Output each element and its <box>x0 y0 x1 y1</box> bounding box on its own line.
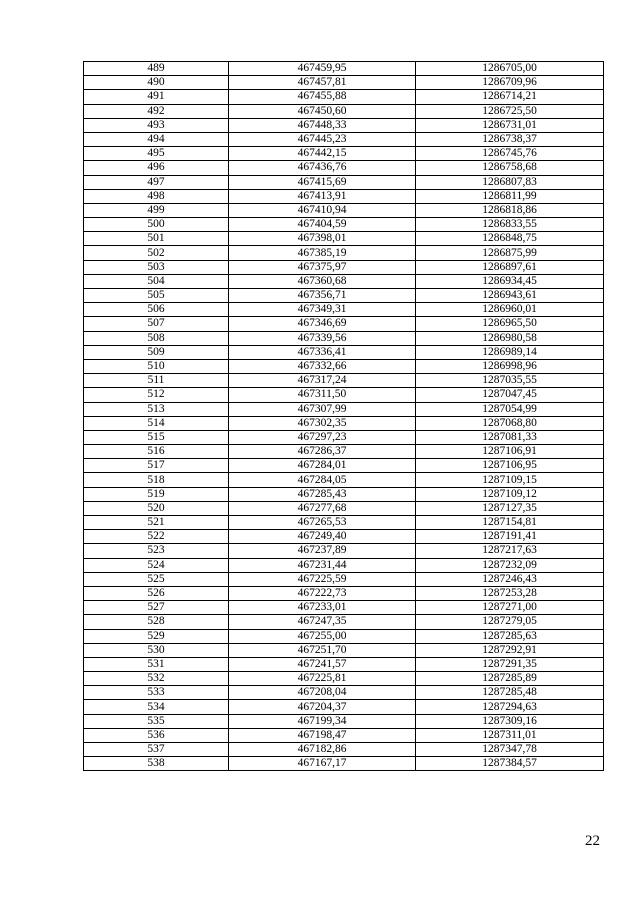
x-coordinate-cell: 467204,37 <box>229 700 416 714</box>
table-row <box>84 487 604 501</box>
table-row <box>84 615 604 629</box>
x-coordinate-cell: 467317,24 <box>229 374 416 388</box>
point-number-cell: 509 <box>84 345 229 359</box>
y-coordinate-cell: 1286833,55 <box>416 218 604 232</box>
point-number-cell: 508 <box>84 331 229 345</box>
x-coordinate-cell: 467375,97 <box>229 260 416 274</box>
table-row <box>84 473 604 487</box>
y-coordinate-cell: 1287081,33 <box>416 430 604 444</box>
y-coordinate-cell: 1286745,76 <box>416 147 604 161</box>
x-coordinate-cell: 467302,35 <box>229 416 416 430</box>
table-row <box>84 274 604 288</box>
x-coordinate-cell: 467208,04 <box>229 686 416 700</box>
point-number-cell: 530 <box>84 643 229 657</box>
x-coordinate-cell: 467311,50 <box>229 388 416 402</box>
x-coordinate-cell: 467167,17 <box>229 757 416 771</box>
table-row <box>84 118 604 132</box>
point-number-cell: 522 <box>84 530 229 544</box>
y-coordinate-cell: 1286965,50 <box>416 317 604 331</box>
y-coordinate-cell: 1286989,14 <box>416 345 604 359</box>
x-coordinate-cell: 467182,86 <box>229 743 416 757</box>
y-coordinate-cell: 1287292,91 <box>416 643 604 657</box>
y-coordinate-cell: 1287191,41 <box>416 530 604 544</box>
point-number-cell: 518 <box>84 473 229 487</box>
x-coordinate-cell: 467356,71 <box>229 289 416 303</box>
point-number-cell: 516 <box>84 445 229 459</box>
point-number-cell: 493 <box>84 118 229 132</box>
y-coordinate-cell: 1286738,37 <box>416 132 604 146</box>
x-coordinate-cell: 467307,99 <box>229 402 416 416</box>
y-coordinate-cell: 1286934,45 <box>416 274 604 288</box>
point-number-cell: 532 <box>84 672 229 686</box>
point-number-cell: 502 <box>84 246 229 260</box>
table-row <box>84 189 604 203</box>
y-coordinate-cell: 1287217,63 <box>416 544 604 558</box>
table-row <box>84 303 604 317</box>
x-coordinate-cell: 467448,33 <box>229 118 416 132</box>
x-coordinate-cell: 467349,31 <box>229 303 416 317</box>
table-row <box>84 289 604 303</box>
point-number-cell: 491 <box>84 90 229 104</box>
x-coordinate-cell: 467284,05 <box>229 473 416 487</box>
x-coordinate-cell: 467442,15 <box>229 147 416 161</box>
x-coordinate-cell: 467297,23 <box>229 430 416 444</box>
y-coordinate-cell: 1287047,45 <box>416 388 604 402</box>
x-coordinate-cell: 467233,01 <box>229 601 416 615</box>
point-number-cell: 527 <box>84 601 229 615</box>
table-row <box>84 700 604 714</box>
point-number-cell: 515 <box>84 430 229 444</box>
table-row <box>84 317 604 331</box>
y-coordinate-cell: 1286980,58 <box>416 331 604 345</box>
point-number-cell: 506 <box>84 303 229 317</box>
y-coordinate-cell: 1287154,81 <box>416 516 604 530</box>
point-number-cell: 519 <box>84 487 229 501</box>
y-coordinate-cell: 1287035,55 <box>416 374 604 388</box>
y-coordinate-cell: 1286705,00 <box>416 62 604 76</box>
y-coordinate-cell: 1287253,28 <box>416 586 604 600</box>
x-coordinate-cell: 467415,69 <box>229 175 416 189</box>
point-number-cell: 513 <box>84 402 229 416</box>
y-coordinate-cell: 1286875,99 <box>416 246 604 260</box>
point-number-cell: 514 <box>84 416 229 430</box>
table-row <box>84 516 604 530</box>
y-coordinate-cell: 1286714,21 <box>416 90 604 104</box>
x-coordinate-cell: 467225,59 <box>229 572 416 586</box>
y-coordinate-cell: 1286807,83 <box>416 175 604 189</box>
table-row <box>84 672 604 686</box>
table-row <box>84 203 604 217</box>
point-number-cell: 494 <box>84 132 229 146</box>
point-number-cell: 517 <box>84 459 229 473</box>
table-row <box>84 572 604 586</box>
table-row <box>84 501 604 515</box>
point-number-cell: 531 <box>84 657 229 671</box>
point-number-cell: 510 <box>84 359 229 373</box>
y-coordinate-cell: 1287054,99 <box>416 402 604 416</box>
coordinates-table <box>83 61 604 771</box>
y-coordinate-cell: 1287285,48 <box>416 686 604 700</box>
point-number-cell: 499 <box>84 203 229 217</box>
table-row <box>84 657 604 671</box>
table-row <box>84 246 604 260</box>
x-coordinate-cell: 467222,73 <box>229 586 416 600</box>
table-row <box>84 601 604 615</box>
x-coordinate-cell: 467265,53 <box>229 516 416 530</box>
point-number-cell: 504 <box>84 274 229 288</box>
table-row <box>84 147 604 161</box>
x-coordinate-cell: 467241,57 <box>229 657 416 671</box>
y-coordinate-cell: 1287294,63 <box>416 700 604 714</box>
table-row <box>84 359 604 373</box>
x-coordinate-cell: 467284,01 <box>229 459 416 473</box>
x-coordinate-cell: 467255,00 <box>229 629 416 643</box>
point-number-cell: 500 <box>84 218 229 232</box>
x-coordinate-cell: 467286,37 <box>229 445 416 459</box>
point-number-cell: 529 <box>84 629 229 643</box>
y-coordinate-cell: 1286943,61 <box>416 289 604 303</box>
y-coordinate-cell: 1287285,89 <box>416 672 604 686</box>
x-coordinate-cell: 467459,95 <box>229 62 416 76</box>
y-coordinate-cell: 1286998,96 <box>416 359 604 373</box>
x-coordinate-cell: 467436,76 <box>229 161 416 175</box>
y-coordinate-cell: 1286897,61 <box>416 260 604 274</box>
point-number-cell: 489 <box>84 62 229 76</box>
point-number-cell: 534 <box>84 700 229 714</box>
y-coordinate-cell: 1287291,35 <box>416 657 604 671</box>
table-row <box>84 558 604 572</box>
x-coordinate-cell: 467332,66 <box>229 359 416 373</box>
point-number-cell: 538 <box>84 757 229 771</box>
y-coordinate-cell: 1287109,15 <box>416 473 604 487</box>
table-row <box>84 757 604 771</box>
y-coordinate-cell: 1287347,78 <box>416 743 604 757</box>
x-coordinate-cell: 467225,81 <box>229 672 416 686</box>
table-row <box>84 331 604 345</box>
point-number-cell: 524 <box>84 558 229 572</box>
y-coordinate-cell: 1287109,12 <box>416 487 604 501</box>
point-number-cell: 501 <box>84 232 229 246</box>
point-number-cell: 521 <box>84 516 229 530</box>
x-coordinate-cell: 467285,43 <box>229 487 416 501</box>
point-number-cell: 492 <box>84 104 229 118</box>
y-coordinate-cell: 1286731,01 <box>416 118 604 132</box>
y-coordinate-cell: 1287068,80 <box>416 416 604 430</box>
x-coordinate-cell: 467237,89 <box>229 544 416 558</box>
point-number-cell: 533 <box>84 686 229 700</box>
table-row <box>84 402 604 416</box>
y-coordinate-cell: 1287285,63 <box>416 629 604 643</box>
point-number-cell: 497 <box>84 175 229 189</box>
point-number-cell: 498 <box>84 189 229 203</box>
table-row <box>84 416 604 430</box>
y-coordinate-cell: 1287127,35 <box>416 501 604 515</box>
table-row <box>84 218 604 232</box>
x-coordinate-cell: 467198,47 <box>229 728 416 742</box>
x-coordinate-cell: 467457,81 <box>229 76 416 90</box>
table-row <box>84 728 604 742</box>
x-coordinate-cell: 467360,68 <box>229 274 416 288</box>
x-coordinate-cell: 467450,60 <box>229 104 416 118</box>
x-coordinate-cell: 467404,59 <box>229 218 416 232</box>
table-row <box>84 544 604 558</box>
y-coordinate-cell: 1287384,57 <box>416 757 604 771</box>
x-coordinate-cell: 467413,91 <box>229 189 416 203</box>
point-number-cell: 528 <box>84 615 229 629</box>
table-row <box>84 260 604 274</box>
y-coordinate-cell: 1286818,86 <box>416 203 604 217</box>
y-coordinate-cell: 1287279,05 <box>416 615 604 629</box>
point-number-cell: 512 <box>84 388 229 402</box>
point-number-cell: 495 <box>84 147 229 161</box>
table-row <box>84 104 604 118</box>
y-coordinate-cell: 1287106,91 <box>416 445 604 459</box>
page-number: 22 <box>585 833 600 849</box>
x-coordinate-cell: 467385,19 <box>229 246 416 260</box>
x-coordinate-cell: 467339,56 <box>229 331 416 345</box>
x-coordinate-cell: 467249,40 <box>229 530 416 544</box>
x-coordinate-cell: 467247,35 <box>229 615 416 629</box>
table-row <box>84 232 604 246</box>
y-coordinate-cell: 1287311,01 <box>416 728 604 742</box>
table-row <box>84 388 604 402</box>
table-row <box>84 743 604 757</box>
point-number-cell: 536 <box>84 728 229 742</box>
y-coordinate-cell: 1286709,96 <box>416 76 604 90</box>
y-coordinate-cell: 1286848,75 <box>416 232 604 246</box>
x-coordinate-cell: 467199,34 <box>229 714 416 728</box>
x-coordinate-cell: 467336,41 <box>229 345 416 359</box>
table-row <box>84 345 604 359</box>
table-row <box>84 459 604 473</box>
table-row <box>84 90 604 104</box>
x-coordinate-cell: 467410,94 <box>229 203 416 217</box>
table-row <box>84 62 604 76</box>
table-row <box>84 175 604 189</box>
y-coordinate-cell: 1286960,01 <box>416 303 604 317</box>
point-number-cell: 523 <box>84 544 229 558</box>
table-row <box>84 586 604 600</box>
table-row <box>84 714 604 728</box>
y-coordinate-cell: 1287271,00 <box>416 601 604 615</box>
point-number-cell: 511 <box>84 374 229 388</box>
y-coordinate-cell: 1287246,43 <box>416 572 604 586</box>
table-row <box>84 629 604 643</box>
point-number-cell: 490 <box>84 76 229 90</box>
point-number-cell: 525 <box>84 572 229 586</box>
table-row <box>84 445 604 459</box>
table-row <box>84 76 604 90</box>
table-row <box>84 430 604 444</box>
y-coordinate-cell: 1287232,09 <box>416 558 604 572</box>
y-coordinate-cell: 1286811,99 <box>416 189 604 203</box>
point-number-cell: 496 <box>84 161 229 175</box>
y-coordinate-cell: 1286725,50 <box>416 104 604 118</box>
point-number-cell: 505 <box>84 289 229 303</box>
x-coordinate-cell: 467455,88 <box>229 90 416 104</box>
y-coordinate-cell: 1286758,68 <box>416 161 604 175</box>
table-row <box>84 643 604 657</box>
point-number-cell: 520 <box>84 501 229 515</box>
x-coordinate-cell: 467277,68 <box>229 501 416 515</box>
x-coordinate-cell: 467398,01 <box>229 232 416 246</box>
point-number-cell: 537 <box>84 743 229 757</box>
point-number-cell: 526 <box>84 586 229 600</box>
point-number-cell: 503 <box>84 260 229 274</box>
x-coordinate-cell: 467251,70 <box>229 643 416 657</box>
point-number-cell: 535 <box>84 714 229 728</box>
table-row <box>84 530 604 544</box>
table-row <box>84 374 604 388</box>
table-row <box>84 132 604 146</box>
point-number-cell: 507 <box>84 317 229 331</box>
y-coordinate-cell: 1287309,16 <box>416 714 604 728</box>
x-coordinate-cell: 467346,69 <box>229 317 416 331</box>
y-coordinate-cell: 1287106,95 <box>416 459 604 473</box>
coordinates-table-body <box>84 62 604 771</box>
table-row <box>84 161 604 175</box>
x-coordinate-cell: 467231,44 <box>229 558 416 572</box>
table-row <box>84 686 604 700</box>
x-coordinate-cell: 467445,23 <box>229 132 416 146</box>
